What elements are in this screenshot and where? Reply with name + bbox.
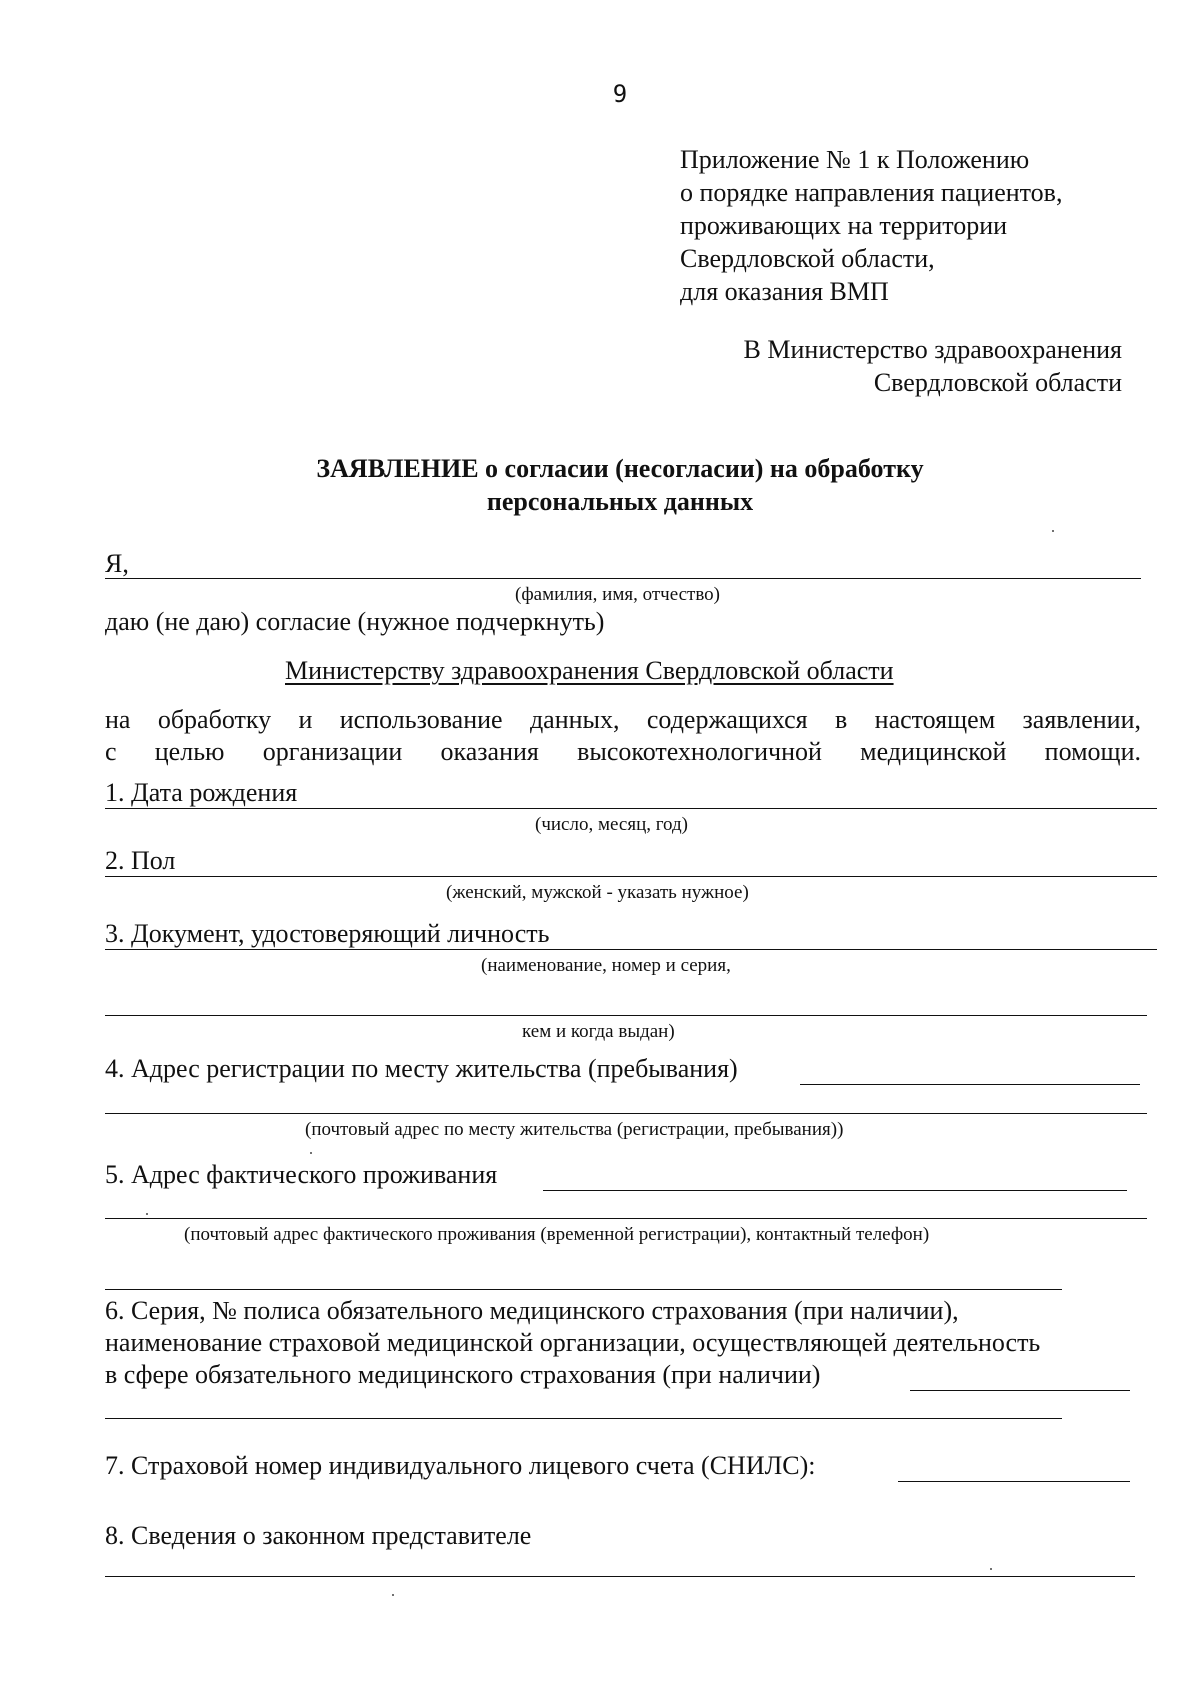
scan-speck (310, 1152, 312, 1154)
ministry-name: Министерству здравоохранения Свердловской области (285, 656, 894, 685)
item-4-label: 4. Адрес регистрации по месту жительства (пребывания) (105, 1054, 738, 1083)
appendix-line: Свердловской области, (680, 244, 935, 273)
item-1-caption: (число, месяц, год) (535, 814, 689, 835)
ya-label: Я, (105, 549, 129, 578)
appendix-line: проживающих на территории (680, 211, 1008, 240)
item-3-label: 3. Документ, удостоверяющий личность (105, 919, 550, 948)
scan-speck (990, 1568, 992, 1570)
item-3-caption-1: (наименование, номер и серия, (481, 955, 731, 976)
residence-address-fill-line-2[interactable] (105, 1218, 1147, 1219)
snils-fill-line[interactable] (898, 1481, 1130, 1482)
scan-speck (392, 1594, 394, 1596)
policy-fill-line[interactable] (910, 1390, 1130, 1391)
item-2-label: 2. Пол (105, 846, 176, 875)
item-2-caption: (женский, мужской - указать нужное) (446, 882, 749, 903)
item-1-label: 1. Дата рождения (105, 778, 298, 807)
appendix-line: Приложение № 1 к Положению (680, 145, 1030, 174)
item-6-line-1: 6. Серия, № полиса обязательного медицинского страхования (при наличии), (105, 1296, 959, 1325)
item-4-caption: (почтовый адрес по месту жительства (регистрации, пребывания)) (305, 1119, 844, 1140)
purpose-line-2: с целью организации оказания высокотехнологичной медицинской помощи. (105, 737, 1141, 766)
residence-address-fill-line[interactable] (543, 1190, 1127, 1191)
appendix-reference (680, 143, 1062, 308)
sex-fill-line[interactable] (105, 876, 1157, 877)
id-document-fill-line[interactable] (105, 949, 1157, 950)
item-8-label: 8. Сведения о законном представителе (105, 1521, 532, 1550)
representative-fill-line[interactable] (105, 1576, 1135, 1577)
policy-fill-line-2[interactable] (105, 1418, 1062, 1419)
fio-fill-line[interactable] (105, 578, 1141, 579)
document-title (0, 452, 1200, 518)
appendix-line: о порядке направления пациентов, (680, 178, 1063, 207)
contact-fill-line[interactable] (105, 1289, 1062, 1290)
scan-speck (146, 1213, 148, 1215)
item-6-line-3: в сфере обязательного медицинского страхования (при наличии) (105, 1360, 821, 1389)
addressee-line: Свердловской области (873, 368, 1122, 397)
page-number: 9 (612, 80, 628, 108)
appendix-line: для оказания ВМП (680, 277, 889, 306)
consent-text: даю (не даю) согласие (нужное подчеркнуть) (105, 607, 605, 636)
purpose-line-1: на обработку и использование данных, содержащихся в настоящем заявлении, (105, 705, 1141, 734)
fio-caption: (фамилия, имя, отчество) (515, 584, 721, 605)
item-6-line-2: наименование страховой медицинской организации, осуществляющей деятельность (105, 1328, 1041, 1357)
item-5-caption: (почтовый адрес фактического проживания (временной регистрации), контактный телефон) (184, 1224, 930, 1245)
birth-date-fill-line[interactable] (105, 808, 1157, 809)
id-document-issued-fill-line[interactable] (105, 1015, 1147, 1016)
item-3-caption-2: кем и когда выдан) (522, 1021, 675, 1042)
addressee-block (744, 333, 1122, 399)
item-5-label: 5. Адрес фактического проживания (105, 1160, 498, 1189)
scan-speck (1052, 530, 1054, 532)
title-line: персональных данных (486, 487, 754, 516)
registration-address-fill-line-2[interactable] (105, 1113, 1147, 1114)
registration-address-fill-line[interactable] (800, 1084, 1140, 1085)
title-line: ЗАЯВЛЕНИЕ о согласии (несогласии) на обработку (316, 454, 924, 483)
item-7-label: 7. Страховой номер индивидуального лицевого счета (СНИЛС): (105, 1451, 816, 1480)
addressee-line: В Министерство здравоохранения (743, 335, 1122, 364)
